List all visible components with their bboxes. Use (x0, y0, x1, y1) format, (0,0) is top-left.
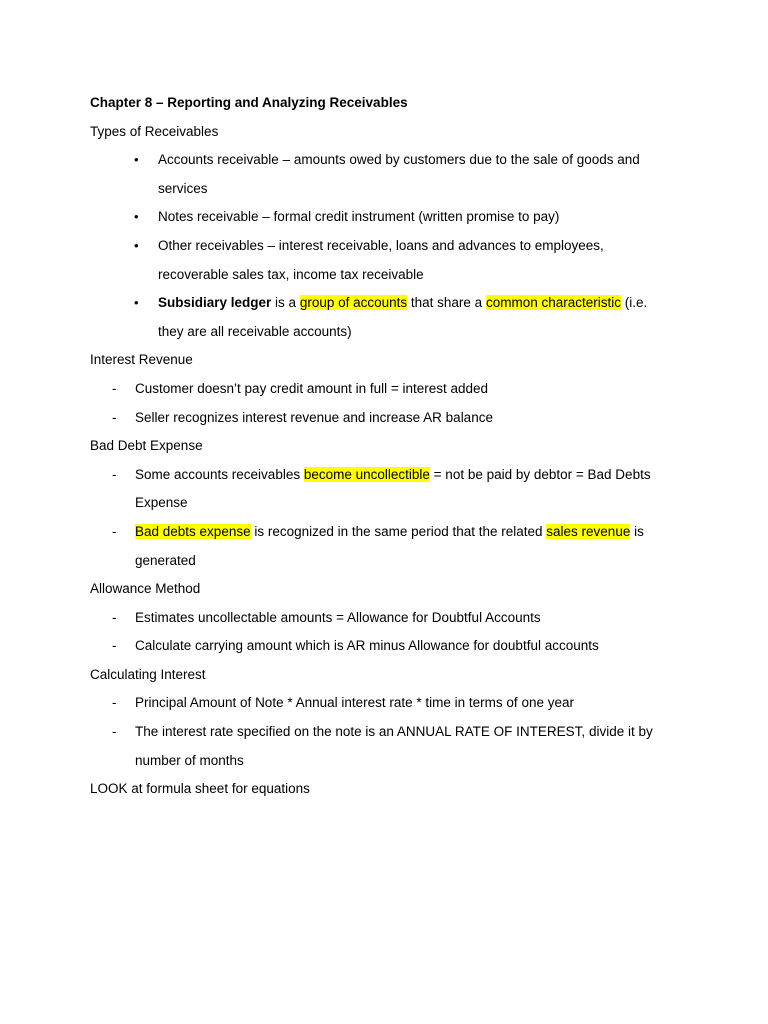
list-item-text: Other receivables – interest receivable, loans and advances to employees, (158, 237, 604, 253)
highlight-common-characteristic: common characteristic (485, 295, 621, 311)
calculating-interest-list (90, 689, 680, 775)
list-item-text-cont: recoverable sales tax, income tax receivable (158, 266, 424, 282)
bullet-marker: • (134, 209, 139, 225)
section-heading-allowance: Allowance Method (90, 581, 201, 597)
list-item (90, 461, 680, 518)
text-run: (i.e. (621, 295, 648, 311)
list-item-text-cont: Expense (135, 495, 188, 511)
list-item (90, 718, 680, 775)
types-list (90, 146, 680, 346)
list-item-text-cont: services (158, 180, 208, 196)
list-item-text: Customer doesn’t pay credit amount in full = interest added (135, 380, 489, 396)
term-subsidiary-ledger: Subsidiary ledger (158, 295, 272, 311)
list-item-text-cont: number of months (135, 752, 244, 768)
list-item-text (135, 518, 680, 547)
text-run: Some accounts receivables (135, 466, 304, 482)
dash-marker: - (112, 409, 117, 425)
text-run: is a (271, 295, 300, 311)
list-item-text-cont: they are all receivable accounts) (158, 323, 352, 339)
dash-marker: - (112, 523, 117, 539)
list-item-text: Seller recognizes interest revenue and increase AR balance (135, 409, 493, 425)
list-item (90, 518, 680, 575)
section-heading-types: Types of Receivables (90, 123, 219, 139)
footer-note: LOOK at formula sheet for equations (90, 781, 310, 797)
list-item (90, 604, 680, 633)
highlight-become-uncollectible: become uncollectible (303, 466, 430, 482)
list-item (90, 632, 680, 661)
list-item (90, 404, 680, 433)
bullet-marker: • (134, 152, 139, 168)
bad-debt-list (90, 461, 680, 575)
highlight-group-of-accounts: group of accounts (299, 295, 408, 311)
list-item-text: Principal Amount of Note * Annual interest rate * time in terms of one year (135, 695, 574, 711)
dash-marker: - (112, 380, 117, 396)
section-heading-bad-debt: Bad Debt Expense (90, 438, 203, 454)
bullet-marker: • (134, 237, 139, 253)
list-item-text: Notes receivable – formal credit instrument (written promise to pay) (158, 209, 560, 225)
list-item (90, 203, 680, 232)
list-item-text (158, 289, 680, 318)
page-title: Chapter 8 – Reporting and Analyzing Receivables (90, 95, 408, 110)
text-run: is recognized in the same period that the related (250, 523, 547, 539)
list-item-text: Calculate carrying amount which is AR minus Allowance for doubtful accounts (135, 638, 599, 654)
list-item-text: The interest rate specified on the note is an ANNUAL RATE OF INTEREST, divide it by (135, 724, 653, 740)
list-item-text (135, 461, 680, 490)
section-heading-interest-revenue: Interest Revenue (90, 352, 193, 368)
dash-marker: - (112, 638, 117, 654)
list-item (90, 232, 680, 289)
dash-marker: - (112, 724, 117, 740)
list-item-text: Accounts receivable – amounts owed by customers due to the sale of goods and (158, 152, 640, 168)
highlight-bad-debts-expense: Bad debts expense (135, 523, 251, 539)
list-item (90, 146, 680, 203)
list-item-text: Estimates uncollectable amounts = Allowance for Doubtful Accounts (135, 609, 541, 625)
section-heading-calculating-interest: Calculating Interest (90, 666, 206, 682)
text-run: is (630, 523, 644, 539)
document-page (90, 89, 680, 804)
dash-marker: - (112, 466, 117, 482)
list-item (90, 375, 680, 404)
allowance-list (90, 604, 680, 661)
highlight-sales-revenue: sales revenue (546, 523, 631, 539)
dash-marker: - (112, 695, 117, 711)
list-item (90, 689, 680, 718)
dash-marker: - (112, 609, 117, 625)
bullet-marker: • (134, 295, 139, 311)
list-item-text-cont: generated (135, 552, 196, 568)
list-item (90, 289, 680, 346)
text-run: = not be paid by debtor = Bad Debts (429, 466, 651, 482)
interest-revenue-list (90, 375, 680, 432)
text-run: that share a (407, 295, 486, 311)
